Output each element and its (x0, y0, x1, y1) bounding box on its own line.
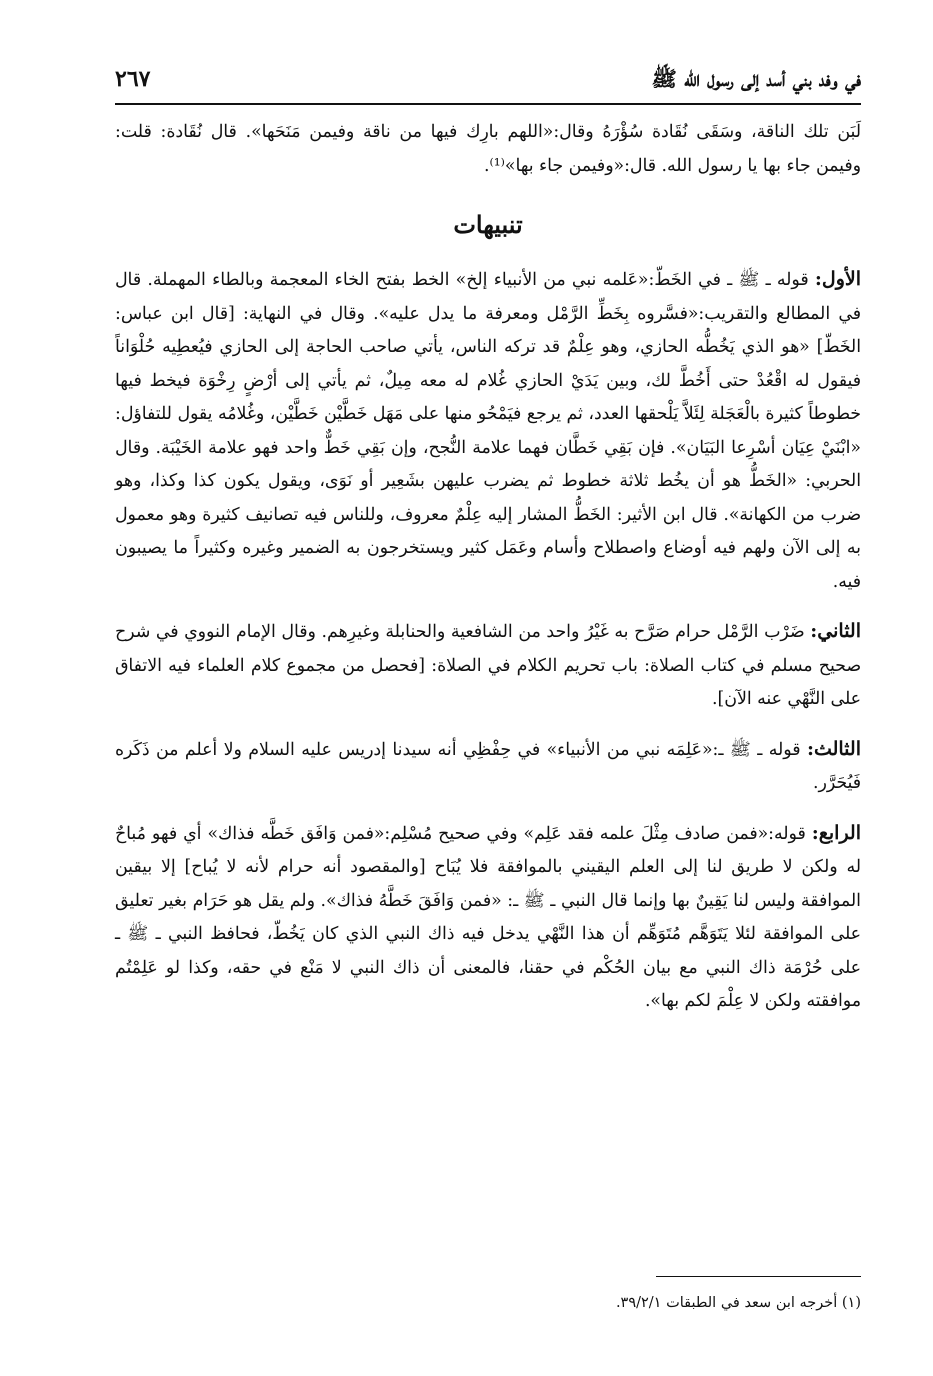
running-title: في وفد بني أسد إلى رسول الله ﷺ (651, 66, 861, 91)
note-text: ضَرْب الرَّمْل حرام صَرَّح به غَيْرُ واحد من الشافعية والحنابلة وغيرِهم. وقال الإمام النووي في شرح صحيح مسلم في كتاب الصلاة: باب تحريم الكلام في الصلاة: [فحصل من مجموع كلام العلماء فيه الاتفاق على النَّهْي عنه الآن]. (115, 622, 861, 709)
page-body (115, 116, 861, 1035)
header-rule (115, 103, 861, 105)
note-text: قوله:«فمن صادف مِثْلَ علمه فقد عَلِم» وفي صحيح مُسْلِم:«فمن وَافَق خَطَّه فذاك» أي فهو مُباحٌ له ولكن لا طريق لنا إلى العلم اليقيني بالموافقة فلا يُبَاح [والمقصود أنه حرام لأنه لا يُباح] إلا بيقين الموافقة وليس لنا يَقِينٌ بها وإنما قال النبي ـ ﷺ ـ: «فمن وَافَقَ خَطَّهُ فذاك». ولم يقل هو حَرَام بغير تعليق على الموافقة لئلا يَتَوَهَّم مُتَوَهِّم أن هذا النَّهْي يدخل فيه ذاك النبي الذي كان يَخُطّ، فحافظ النبي ـ ﷺ ـ على حُرْمَة ذاك النبي مع بيان الحُكْم في حقنا، فالمعنى أن ذاك النبي لا مَنْع في حقه، وكذا لو عَلِمْتُم موافقته ولكن لا عِلْمَ لكم بها». (115, 823, 861, 1011)
note-text: قوله ـ ﷺ ـ:«عَلِمَه نبي من الأنبياء» في حِفْظِي أنه سيدنا إدريس عليه السلام ولا أعلم من ذَكَره فَيُحَرَّر. (115, 739, 861, 793)
note-second (115, 615, 861, 717)
note-fourth (115, 817, 861, 1019)
page-number: ٢٦٧ (115, 66, 151, 92)
page-header (115, 58, 861, 98)
note-lead: الرابع: (811, 821, 861, 844)
note-third (115, 733, 861, 801)
footnote-rule (656, 1276, 861, 1277)
note-lead: الثالث: (806, 737, 861, 760)
note-first (115, 263, 861, 599)
note-text: قوله ـ ﷺ ـ في الخَطّ:«عَلمه نبي من الأنبياء إلخ» الخط بفتح الخاء المعجمة وبالطاء المهملة. قال في المطالع والتقريب:«فسَّروه بِخَطِّ الرَّمْل ومعرفة ما يدل عليه». وقال في النهاية: [قال ابن عباس: الخَطّ] «هو الذي يَخُطُّه الحازي، وهو عِلْمٌ قد تركه الناس، يأتي صاحب الحاجة إلى الحازي فيُعطِيه حُلْوَاناً فيقول له اقْعُدْ حتى أَخُطَّ لك، وبين يَدَيْ الحازي غُلام له معه مِيلٌ، ثم يأتي إلى أرْضٍ رِخْوَة فيخط فيها خطوطاً كثيرة بالْعَجَلة لِئَلاَّ يَلْحقها العدد، ثم يرجع فيَمْحُو منها على مَهَل خَطَّيْن خَطَّيْن، وغُلامُه يقول للتفاؤل: «ابْنَيْ عِيَان أسْرِعا البَيَان». فإن بَقِي خَطَّان فهما علامة النُّجح، وإن بَقِي خَطٌّ واحد فهو علامة الخَيْبَة. وقال الحربي: «الخَطُّ هو أن يخُط ثلاثة خطوط ثم يضرب عليهن بشَعِير أو نَوَى، ويقول يكون كذا وكذا، وهو ضرب من الكهانة». قال ابن الأثير: الخَطُّ المشار إليه عِلْمٌ معروف، وللناس فيه تصانيف كثيرة وهو معمول به إلى الآن ولهم فيه أوضاع واصطلاح وأسام وعَمَل كثير ويستخرجون به الضمير وغيره وكثيراً ما يصيبون فيه. (115, 270, 861, 592)
section-title: تنبيهات (453, 210, 523, 239)
note-lead: الثاني: (810, 620, 861, 642)
intro-paragraph: لَبَن تلك الناقة، وسَقَى نُقَادة سُؤْرَهُ وقال:«اللهم بارِك فيها من ناقة وفيمن مَنَحَها». قال نُقَادة: قلت: وفيمن جاء بها يا رسول الله. قال:«وفيمن جاء بها»⁽¹⁾. (115, 122, 861, 176)
note-lead: الأول: (814, 268, 861, 290)
footnote: (١) أخرجه ابن سعد في الطبقات ٣٩/٢/١. (615, 1295, 861, 1311)
